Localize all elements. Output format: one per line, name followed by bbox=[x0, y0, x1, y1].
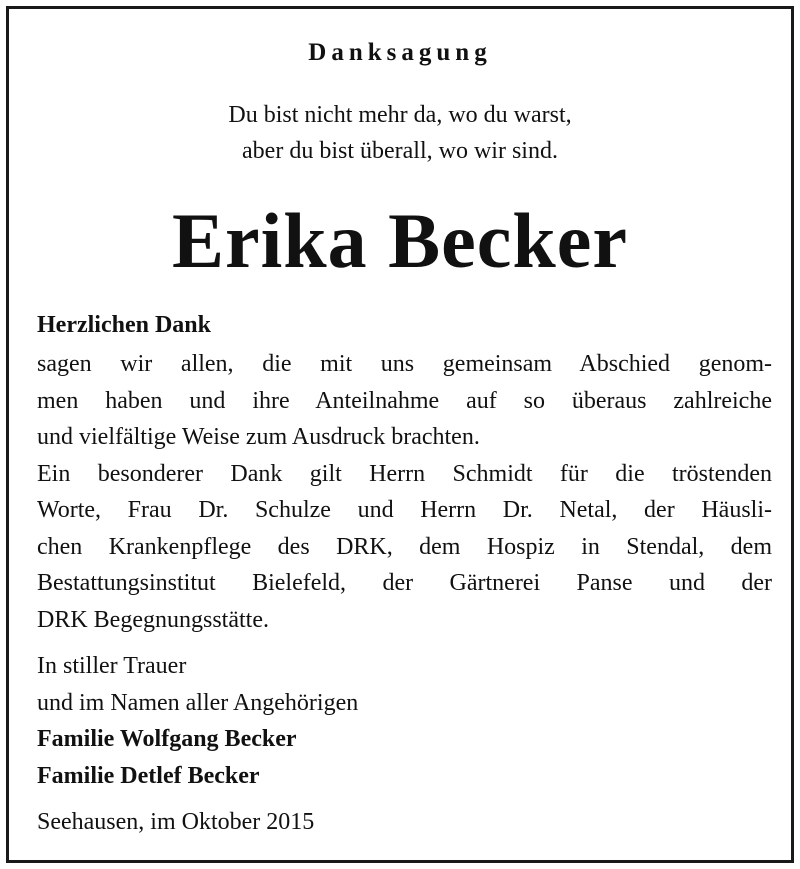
family-name: Familie Detlef Becker bbox=[37, 762, 260, 789]
thanks-body bbox=[37, 346, 772, 638]
body-line: sagen wir allen, die mit uns gemeinsam Abschied genom- bbox=[37, 351, 772, 377]
deceased-name: Erika Becker bbox=[171, 197, 629, 284]
family-name: Familie Wolfgang Becker bbox=[37, 726, 297, 752]
body-line: men haben und ihre Anteilnahme auf so überaus zahlreiche bbox=[37, 387, 772, 414]
body-line: Ein besonderer Dank gilt Herrn Schmidt für die tröstenden bbox=[37, 460, 772, 487]
body-line: Bestattungsinstitut Bielefeld, der Gärtnerei Panse und der bbox=[37, 570, 772, 596]
memorial-quote bbox=[9, 97, 791, 169]
body-line: chen Krankenpflege des DRK, dem Hospiz in Stendal, dem bbox=[37, 533, 772, 560]
quote-line: Du bist nicht mehr da, wo du warst, bbox=[228, 102, 572, 128]
thanks-title: Herzlichen Dank bbox=[37, 312, 211, 338]
place-date: Seehausen, im Oktober 2015 bbox=[37, 809, 315, 835]
body-line: und vielfältige Weise zum Ausdruck brachten. bbox=[37, 424, 480, 450]
quote-line: aber du bist überall, wo wir sind. bbox=[242, 138, 558, 164]
obituary-notice-frame bbox=[6, 6, 794, 863]
body-line: DRK Begegnungsstätte. bbox=[37, 606, 269, 633]
notice-heading: Danksagung bbox=[308, 39, 492, 66]
body-line: Worte, Frau Dr. Schulze und Herrn Dr. Netal, der Häusli- bbox=[37, 497, 772, 523]
closing-line: In stiller Trauer bbox=[37, 653, 187, 679]
closing-line: und im Namen aller Angehörigen bbox=[37, 689, 359, 716]
closing-block bbox=[37, 648, 358, 794]
